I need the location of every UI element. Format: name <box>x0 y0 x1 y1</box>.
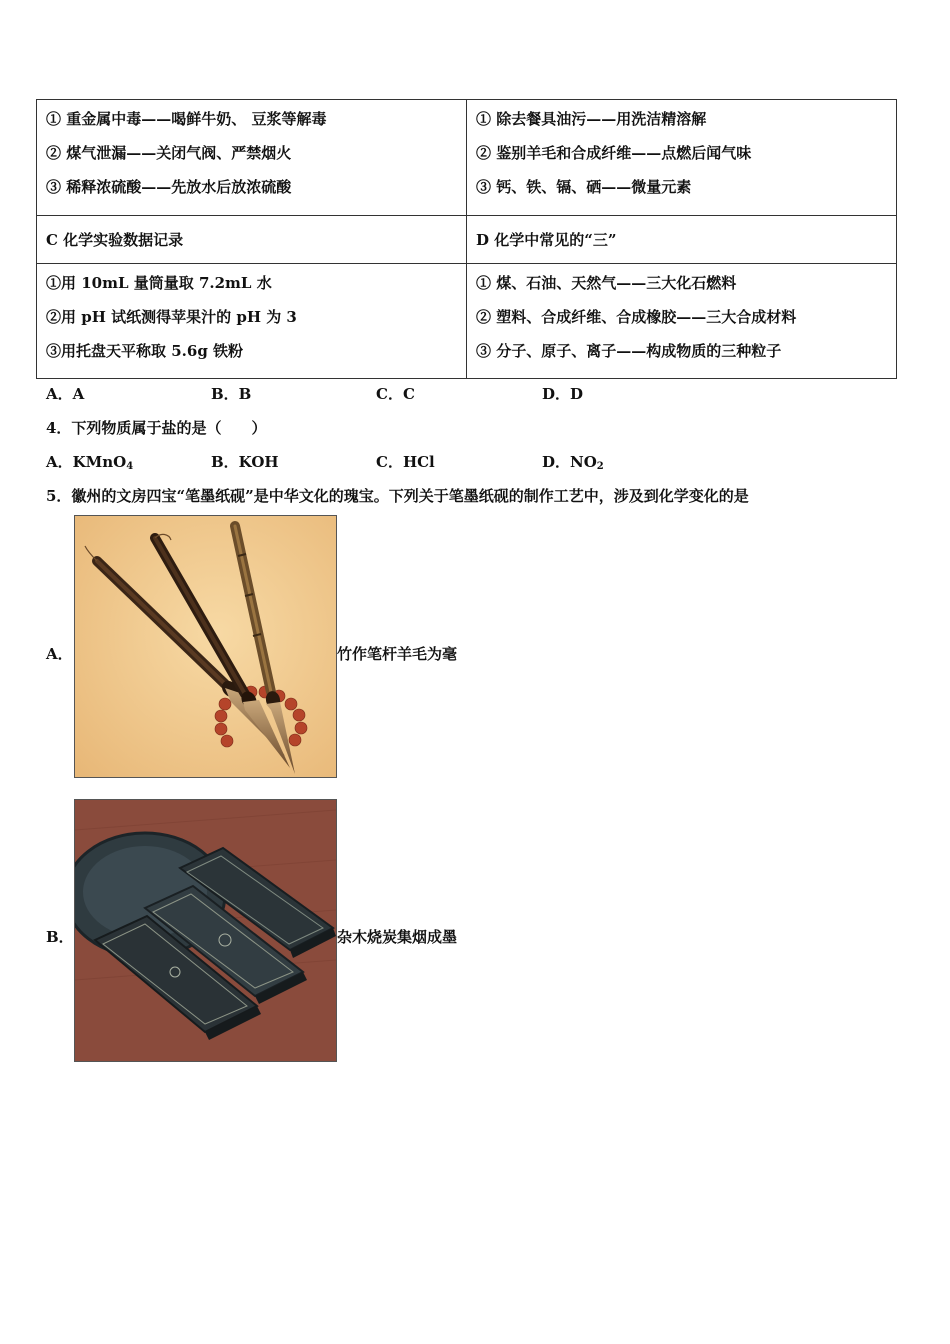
q5-option-a-text: 竹作笔杆羊毛为毫 <box>337 645 458 663</box>
q5-option-a-label: A． <box>46 645 73 663</box>
comparison-table <box>36 99 897 379</box>
cell-line: ① 重金属中毒——喝鲜牛奶、 豆浆等解毒 <box>46 110 327 128</box>
q3-option-a[interactable]: A．A <box>46 385 85 403</box>
cell-line: ③ 钙、铁、镉、硒——微量元素 <box>476 178 692 196</box>
q3-options <box>46 383 906 405</box>
q5-stem: 5．徽州的文房四宝“笔墨纸砚”是中华文化的瑰宝。下列关于笔墨纸砚的制作工艺中，涉及到化学变化的是 <box>46 487 749 505</box>
q4-stem: 4．下列物质属于盐的是（ ） <box>46 419 267 437</box>
cell-line: ① 煤、石油、天然气——三大化石燃料 <box>476 274 737 292</box>
table-cell-life <box>467 100 897 216</box>
q3-option-d[interactable]: D．D <box>542 385 584 403</box>
q4-option-d-sub: 2 <box>596 461 604 472</box>
cell-line: ② 塑料、合成纤维、合成橡胶——三大合成材料 <box>476 308 797 326</box>
ink-sticks-illustration <box>75 800 336 1061</box>
table-cell-data-record <box>37 264 467 379</box>
table-row <box>37 264 897 379</box>
cell-line: ③用托盘天平称取 5.6g 铁粉 <box>46 342 244 360</box>
table-header-c: C 化学实验数据记录 <box>37 216 467 264</box>
table-cell-safety <box>37 100 467 216</box>
q4-option-a[interactable] <box>46 451 133 472</box>
q3-option-b[interactable]: B．B <box>211 385 252 403</box>
q5-option-b-label: B． <box>46 928 74 946</box>
cell-line: ② 煤气泄漏——关闭气阀、严禁烟火 <box>46 144 292 162</box>
cell-line: ②用 pH 试纸测得苹果汁的 pH 为 3 <box>46 308 297 326</box>
brushes-illustration <box>75 516 336 777</box>
q3-option-c[interactable]: C．C <box>376 385 415 403</box>
q4-option-b[interactable]: B．KOH <box>211 453 279 471</box>
table-cell-threes <box>467 264 897 379</box>
table-row <box>37 100 897 216</box>
q4-option-c[interactable]: C．HCl <box>376 453 435 471</box>
table-header-d: D 化学中常见的“三” <box>467 216 897 264</box>
table-row <box>37 216 897 264</box>
q4-option-d[interactable] <box>542 451 604 472</box>
q4-option-a-sub: 4 <box>126 461 134 472</box>
cell-line: ② 鉴别羊毛和合成纤维——点燃后闻气味 <box>476 144 752 162</box>
cell-line: ① 除去餐具油污——用洗洁精溶解 <box>476 110 707 128</box>
brushes-photo <box>74 515 337 778</box>
cell-line: ③ 分子、原子、离子——构成物质的三种粒子 <box>476 342 782 360</box>
q4-option-d-text: D．NO <box>542 453 597 471</box>
ink-sticks-photo <box>74 799 337 1062</box>
q4-option-a-text: A．KMnO <box>46 453 127 471</box>
cell-line: ①用 10mL 量筒量取 7.2mL 水 <box>46 274 272 292</box>
q5-option-b-text: 杂木烧炭集烟成墨 <box>337 928 458 946</box>
q4-options <box>46 451 906 473</box>
cell-line: ③ 稀释浓硫酸——先放水后放浓硫酸 <box>46 178 292 196</box>
